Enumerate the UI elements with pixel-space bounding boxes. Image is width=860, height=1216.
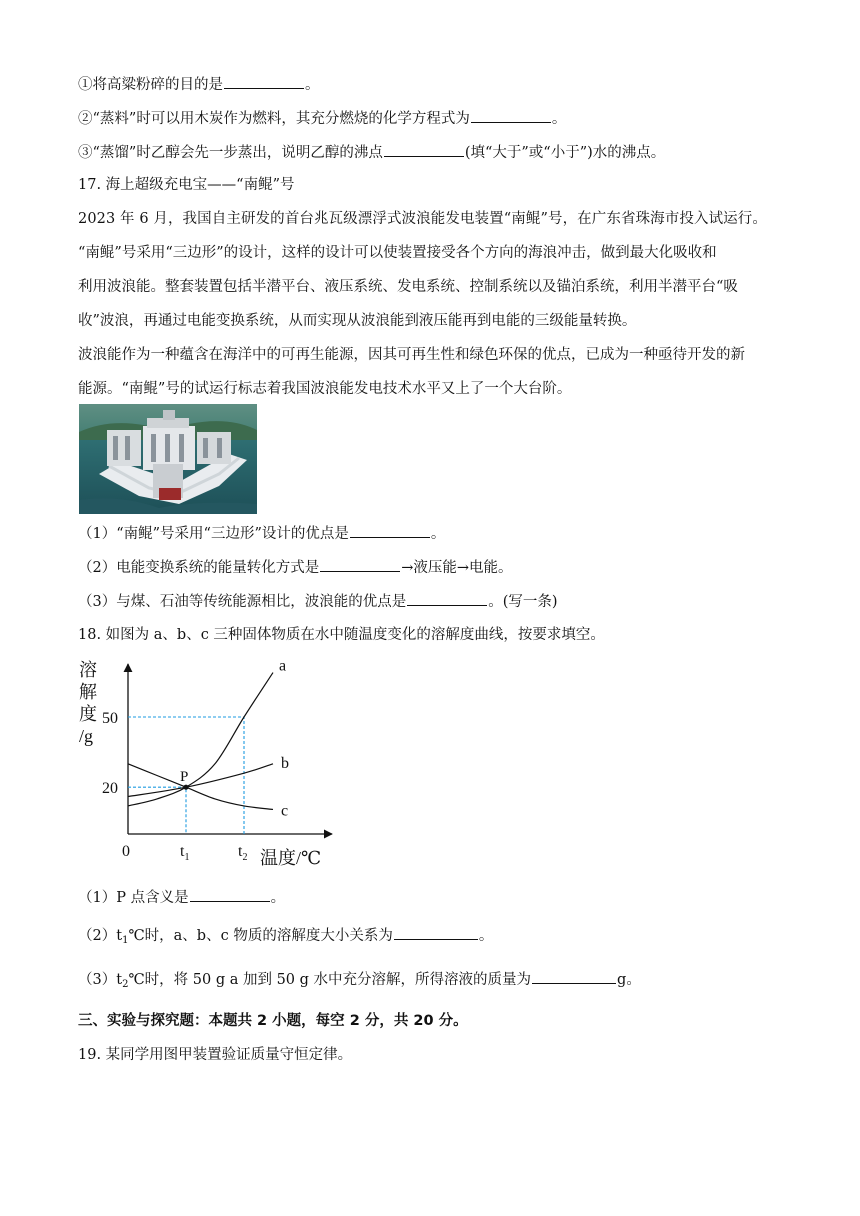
q19-title: 19. 某同学用图甲装置验证质量守恒定律。 xyxy=(78,1047,353,1063)
answer-blank[interactable] xyxy=(407,591,487,606)
y-tick-label: 20 xyxy=(102,780,118,798)
x-axis-label: 温度/℃ xyxy=(260,848,322,868)
series-a-label: a xyxy=(279,657,287,675)
answer-blank[interactable] xyxy=(350,523,430,538)
q17-sub2: （2）电能变换系统的能量转化方式是 →液压能→电能。 xyxy=(78,557,513,578)
y-axis-label: /g xyxy=(79,726,94,746)
y-axis-label: 溶 xyxy=(79,660,97,680)
q18-sub1: （1）P 点含义是 。 xyxy=(78,887,285,908)
point-p-marker xyxy=(183,785,188,790)
series-b-line xyxy=(128,764,273,797)
answer-blank[interactable] xyxy=(384,142,464,157)
q18-title: 18. 如图为 a、b、c 三种固体物质在水中随温度变化的溶解度曲线，按要求填空。 xyxy=(78,627,605,643)
y-axis-label: 度 xyxy=(79,704,97,724)
q17-paragraph-line: 2023 年 6 月，我国自主研发的首台兆瓦级漂浮式波浪能发电装置“南鲲”号，在广东省珠海市投入试运行。 xyxy=(78,211,767,227)
solubility-chart-svg xyxy=(76,650,336,880)
q17-paragraph-line: 利用波浪能。整套装置包括半潜平台、液压系统、发电系统、控制系统以及锚泊系统，利用半潜平台“吸 xyxy=(78,279,738,295)
answer-blank[interactable] xyxy=(394,925,478,940)
q17-sub1: （1）“南鲲”号采用“三边形”设计的优点是 。 xyxy=(78,523,445,544)
q16-sub2: ②“蒸料”时可以用木炭作为燃料，其充分燃烧的化学方程式为 。 xyxy=(78,108,566,129)
answer-blank[interactable] xyxy=(532,969,616,984)
nankun-platform-photo xyxy=(79,404,257,514)
series-c-label: c xyxy=(281,802,289,820)
q16-sub1: ①将高粱粉碎的目的是 。 xyxy=(78,74,320,95)
guide-line xyxy=(128,787,186,834)
q16-sub3: ③“蒸馏”时乙醇会先一步蒸出，说明乙醇的沸点 (填“大于”或“小于”)水的沸点。 xyxy=(78,142,665,163)
y-axis-label: 解 xyxy=(79,682,97,702)
point-p-label: P xyxy=(180,769,189,786)
answer-blank[interactable] xyxy=(224,74,304,89)
x-tick-label: $t_1$ xyxy=(180,843,190,863)
q17-title: 17. 海上超级充电宝——“南鲲”号 xyxy=(78,177,295,193)
y-tick-label: 50 xyxy=(102,710,118,727)
q18-sub2: $(2)t_1℃$时，a、b、c 物质的溶解度大小关系为 。 xyxy=(78,925,493,946)
q17-sub3: （3）与煤、石油等传统能源相比，波浪能的优点是 。(写一条) xyxy=(78,591,558,612)
series-b-label: b xyxy=(281,754,289,772)
x-tick-label: $t_2$ xyxy=(238,843,248,863)
origin-label: 0 xyxy=(122,843,130,860)
answer-blank[interactable] xyxy=(190,887,270,902)
q17-paragraph-line: 波浪能作为一种蕴含在海洋中的可再生能源，因其可再生性和绿色环保的优点，已成为一种亟待开发的新 xyxy=(78,347,745,363)
section-three-heading: 三、实验与探究题：本题共 2 小题，每空 2 分，共 20 分。 xyxy=(78,1013,468,1029)
q17-paragraph-line: 收”波浪，再通过电能变换系统，从而实现从波浪能到液压能再到电能的三级能量转换。 xyxy=(78,313,637,329)
q18-sub3: $(3)t_2℃$时，将 50 g a 加到 50 g 水中充分溶解，所得溶液的质量为 g。 xyxy=(78,969,641,990)
answer-blank[interactable] xyxy=(471,108,551,123)
q17-paragraph-line: 能源。“南鲲”号的试运行标志着我国波浪能发电技术水平又上了一个大台阶。 xyxy=(78,381,572,397)
solubility-chart xyxy=(76,650,336,880)
series-a-line xyxy=(128,673,273,806)
q17-paragraph-line: “南鲲”号采用“三边形”的设计，这样的设计可以使装置接受各个方向的海浪冲击，做到最大化吸收和 xyxy=(78,245,717,261)
answer-blank[interactable] xyxy=(320,557,400,572)
